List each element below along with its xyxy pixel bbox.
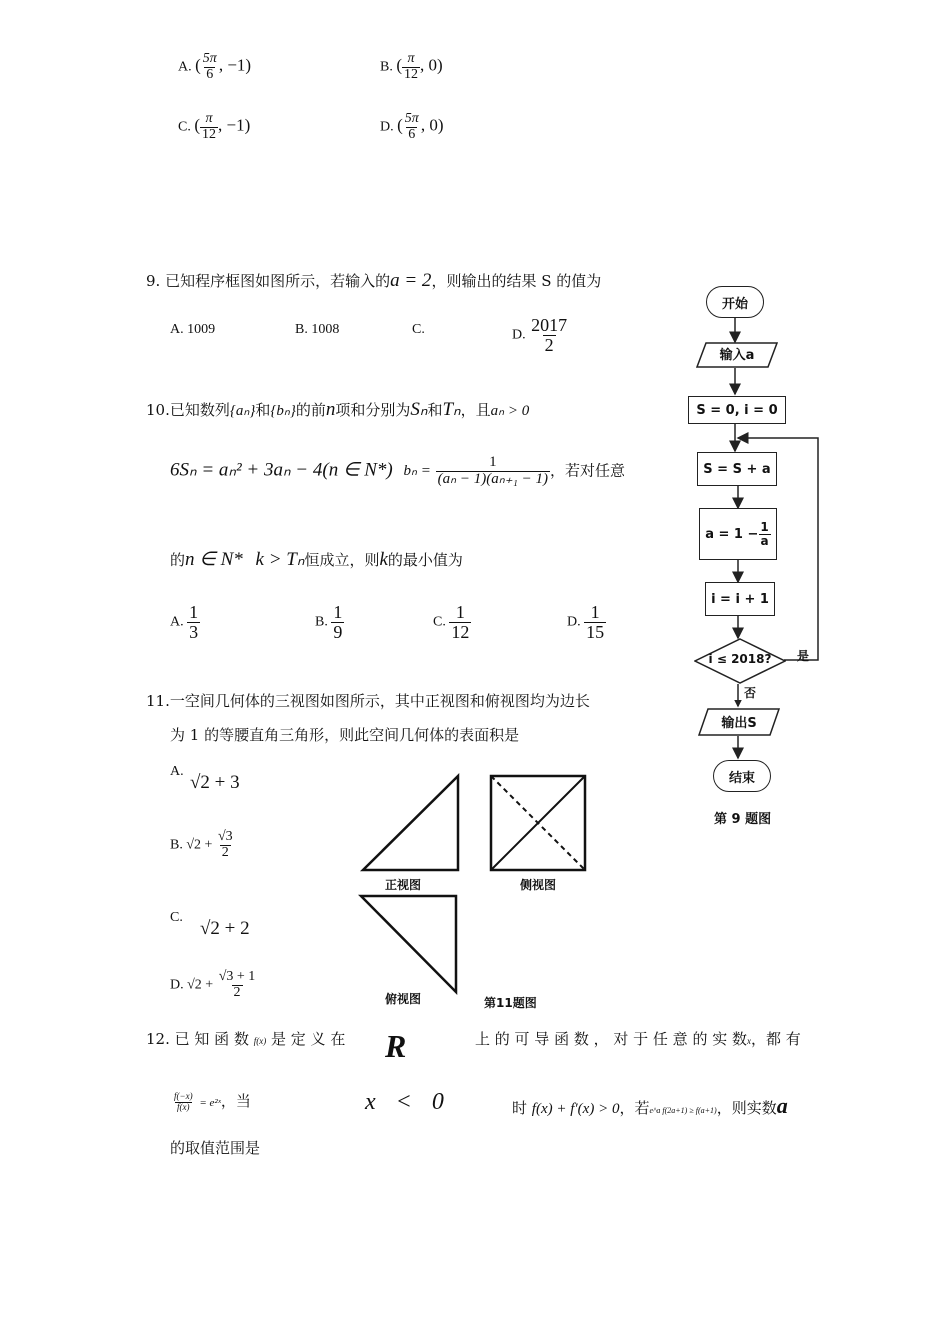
q9-option-d: D. $\frac{2017}{2}$ — [512, 315, 568, 355]
question-text: 已知程序框图如图所示，若输入的 — [165, 272, 391, 290]
question-number: 12. — [146, 1030, 170, 1048]
top-view-triangle — [361, 896, 456, 992]
q10-option-b: B. $\frac{1}{9}$ — [315, 602, 343, 642]
formula: 6Sₙ = aₙ² + 3aₙ − 4(n ∈ N*) — [170, 459, 393, 481]
q9-option-c: C. — [412, 322, 425, 337]
question-number: 11. — [146, 692, 170, 710]
flowchart-decision: i ≤ 2018? — [708, 652, 772, 666]
q9-option-a: A. 1009 — [170, 322, 216, 337]
fig9-caption: 第 9 题图 — [714, 812, 772, 827]
q12-line-2b: 时 f(x) + f′(x) > 0，若e^a f(2a+1) ≥ f(a+1)，则实数a — [512, 1093, 788, 1118]
flowchart-yes-label: 是 — [797, 649, 810, 663]
option-label: B. — [380, 59, 393, 75]
q8-option-b: B. ( $\frac{\pi}{12}$ , 0) — [380, 51, 443, 82]
question-number: 9. — [146, 272, 161, 290]
q10-option-c: C. $\frac{1}{12}$ — [433, 602, 470, 642]
q11-line-1: 11.一空间几何体的三视图如图所示，其中正视图和俯视图均为边长 — [146, 692, 590, 710]
flowchart-no-label: 否 — [744, 686, 757, 700]
flowchart-input: 输入a — [719, 348, 755, 363]
q11-option-b: B. √2 + $\frac{√3}{2}$ — [170, 829, 233, 860]
q10-option-a: A. $\frac{1}{3}$ — [170, 602, 199, 642]
q11-option-c-label: C. — [170, 910, 183, 925]
q12-line-3: 的取值范围是 — [170, 1139, 261, 1157]
q12-condition: x < 0 — [365, 1089, 444, 1115]
flowchart-end: 结束 — [713, 760, 771, 792]
q11-option-d: D. √2 + $\frac{√3 + 1}{2}$ — [170, 969, 256, 1000]
formula: a = 2 — [390, 270, 432, 291]
flowchart-step-i: i = i + 1 — [705, 582, 775, 616]
q9-option-b: B. 1008 — [295, 322, 340, 337]
question-text: ，则输出的结果 S 的值为 — [431, 272, 602, 290]
flowchart-start: 开始 — [706, 286, 764, 318]
option-label: A. — [178, 59, 192, 75]
fig11-caption: 第11题图 — [484, 996, 537, 1010]
q12-line-1: 12. 已 知 函 数 f(x) 是 定 义 在 — [146, 1030, 346, 1048]
q8-option-d: D. ( $\frac{5\pi}{6}$ , 0) — [380, 111, 444, 142]
q11-option-a-label: A. — [170, 764, 184, 779]
flowchart-step-a: a = 1 − $\frac{1}{a}$ — [699, 508, 777, 560]
flowchart-init: S = 0, i = 0 — [688, 396, 786, 424]
flowchart-step-s: S = S + a — [697, 452, 777, 486]
q8-option-a: A. ( $\frac{5\pi}{6}$ , −1) — [178, 51, 252, 82]
q8-option-c: C. ( $\frac{\pi}{12}$ , −1) — [178, 111, 251, 142]
flowchart-output: 输出S — [721, 716, 757, 731]
top-view-label: 俯视图 — [385, 992, 422, 1006]
q10-line-1: 10.已知数列{aₙ}和{bₙ}的前n项和分别为Sₙ和Tₙ，且aₙ > 0 — [146, 399, 530, 420]
option-label: C. — [178, 119, 191, 135]
option-label: D. — [380, 119, 394, 135]
front-view-triangle — [363, 776, 458, 870]
front-view-label: 正视图 — [385, 878, 422, 892]
q10-option-d: D. $\frac{1}{15}$ — [567, 602, 605, 642]
q12-line-1b: 上 的 可 导 函 数 ， 对 于 任 意 的 实 数x，都 有 — [475, 1030, 801, 1048]
q10-line-3: 的n ∈ N* k > Tₙ恒成立，则k的最小值为 — [170, 549, 463, 570]
side-view-label: 侧视图 — [520, 878, 557, 892]
option-label: D. — [512, 327, 526, 343]
q9-stem — [146, 270, 601, 292]
real-numbers-symbol: R — [385, 1028, 407, 1064]
q12-line-2: $\frac{f(-x)}{f(x)}$ = e²ˣ，当 — [174, 1091, 251, 1112]
side-view-square — [491, 776, 585, 870]
question-number: 10. — [146, 401, 170, 419]
q11-line-2: 为 1 的等腰直角三角形，则此空间几何体的表面积是 — [170, 726, 520, 744]
q11-option-c: √2 + 2 — [200, 918, 250, 939]
q11-option-a: √2 + 3 — [190, 772, 240, 793]
q10-line-2: 6Sₙ = aₙ² + 3aₙ − 4(n ∈ N*) bₙ = $\frac{1}{\text{(aₙ − 1)(aₙ₊₁ − 1)}}$ ，若对任意 — [170, 454, 625, 487]
